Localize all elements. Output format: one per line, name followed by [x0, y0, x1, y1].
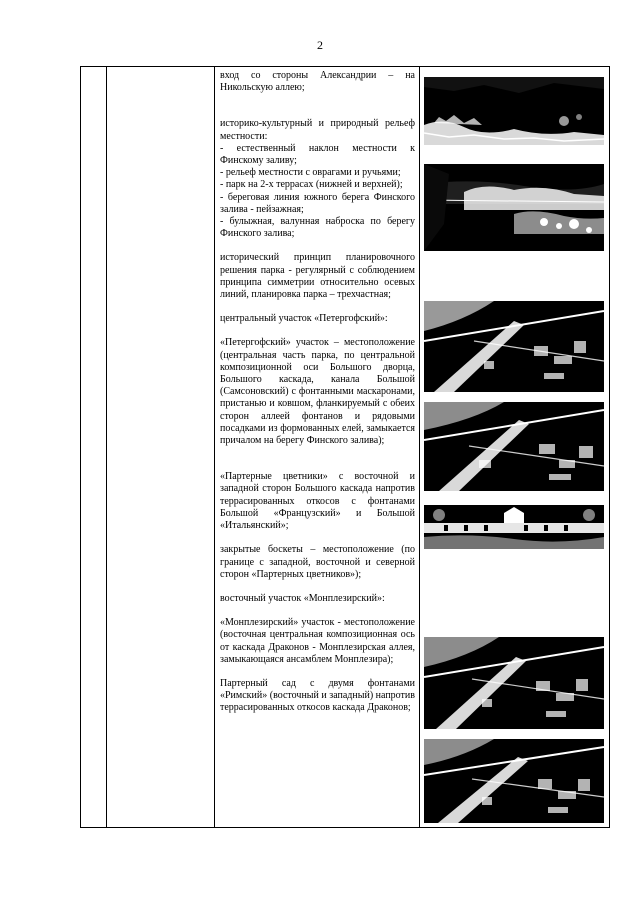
- paragraph-central-section: [220, 313, 415, 325]
- photo-aerial-park-1: [424, 301, 604, 392]
- table-row: [81, 67, 610, 828]
- text-line: - булыжная, валунная наброска по берегу Финского залива;: [220, 216, 415, 240]
- text-line: историко-культурный и природный рельеф местности:: [220, 118, 415, 142]
- paragraph-parterre-gardens: [220, 471, 415, 532]
- text-line: «Петергофский» участок – местоположение (центральная часть парка, по центральной композиционной оси Большого дворца, Большого каскада, канала Большой (Самсоновский) с фонтанными маскаронами, пристанью и ковшом, фланкируемый с обеих сторон аллеей фонтанов и рядовыми посадками из формованных елей, замыкается причалом на берегу Финского залива);: [220, 337, 415, 447]
- photo-palace-parterre: [424, 505, 604, 549]
- column-photos-cell: [420, 67, 610, 828]
- text-line: - естественный наклон местности к Финскому заливу;: [220, 142, 415, 167]
- photo-column: [420, 67, 609, 827]
- paragraph-roman-fountains: [220, 678, 415, 715]
- paragraph-entrance: [220, 70, 415, 94]
- text-line: - береговая линия южного берега Финского залива - пейзажная;: [220, 191, 415, 215]
- text-line: - парк на 2-х террасах (нижней и верхней);: [220, 179, 403, 191]
- photo-aerial-park-4: [424, 739, 604, 823]
- paragraph-peterhof-section: [220, 337, 415, 447]
- document-table: [80, 66, 610, 828]
- text-line: центральный участок «Петергофский»:: [220, 313, 388, 325]
- paragraph-east-section: [220, 593, 415, 605]
- text-line: «Монплезирский» участок - местоположение (восточная центральная композиционная ось от каскада Драконов - Монплезирская аллея, замыкающаяся ансамблем Монплезира);: [220, 617, 415, 665]
- description-text: [215, 67, 419, 715]
- text-line: «Партерные цветники» с восточной и западной сторон Большого каскада напротив террасированных откосов с фонтанами Большой «Французский» и Большой «Итальянский»;: [220, 471, 415, 532]
- paragraph-bosquets: [220, 544, 415, 581]
- photo-shoreline-trees: [424, 77, 604, 145]
- text-line: исторический принцип планировочного решения парка - регулярный с соблюдением принципа симметрии относительно осевых линий, планировка парка – трехчастная;: [220, 252, 415, 301]
- photo-aerial-park-2: [424, 402, 604, 491]
- page-number: 2: [317, 38, 323, 52]
- text-line: Партерный сад с двумя фонтанами «Римский» (восточный и западный) напротив террасированных откосов каскада Драконов;: [220, 677, 415, 714]
- photo-aerial-park-3: [424, 637, 604, 729]
- paragraph-monplaisir-section: [220, 617, 415, 666]
- column-name-cell: [107, 67, 215, 828]
- column-number-cell: [81, 67, 107, 828]
- column-description-cell: [215, 67, 420, 828]
- text-line: - рельеф местности с оврагами и ручьями;: [220, 167, 401, 179]
- paragraph-relief: [220, 118, 415, 240]
- paragraph-planning: [220, 252, 415, 301]
- text-line: восточный участок «Монплезирский»:: [220, 592, 385, 604]
- text-line: закрытые боскеты – местоположение (по границе с западной, восточной и северной сторон «Партерных цветников»);: [220, 544, 415, 580]
- photo-coast-boulders: [424, 164, 604, 251]
- text-line: вход со стороны Александрии – на Никольскую аллею;: [220, 70, 415, 94]
